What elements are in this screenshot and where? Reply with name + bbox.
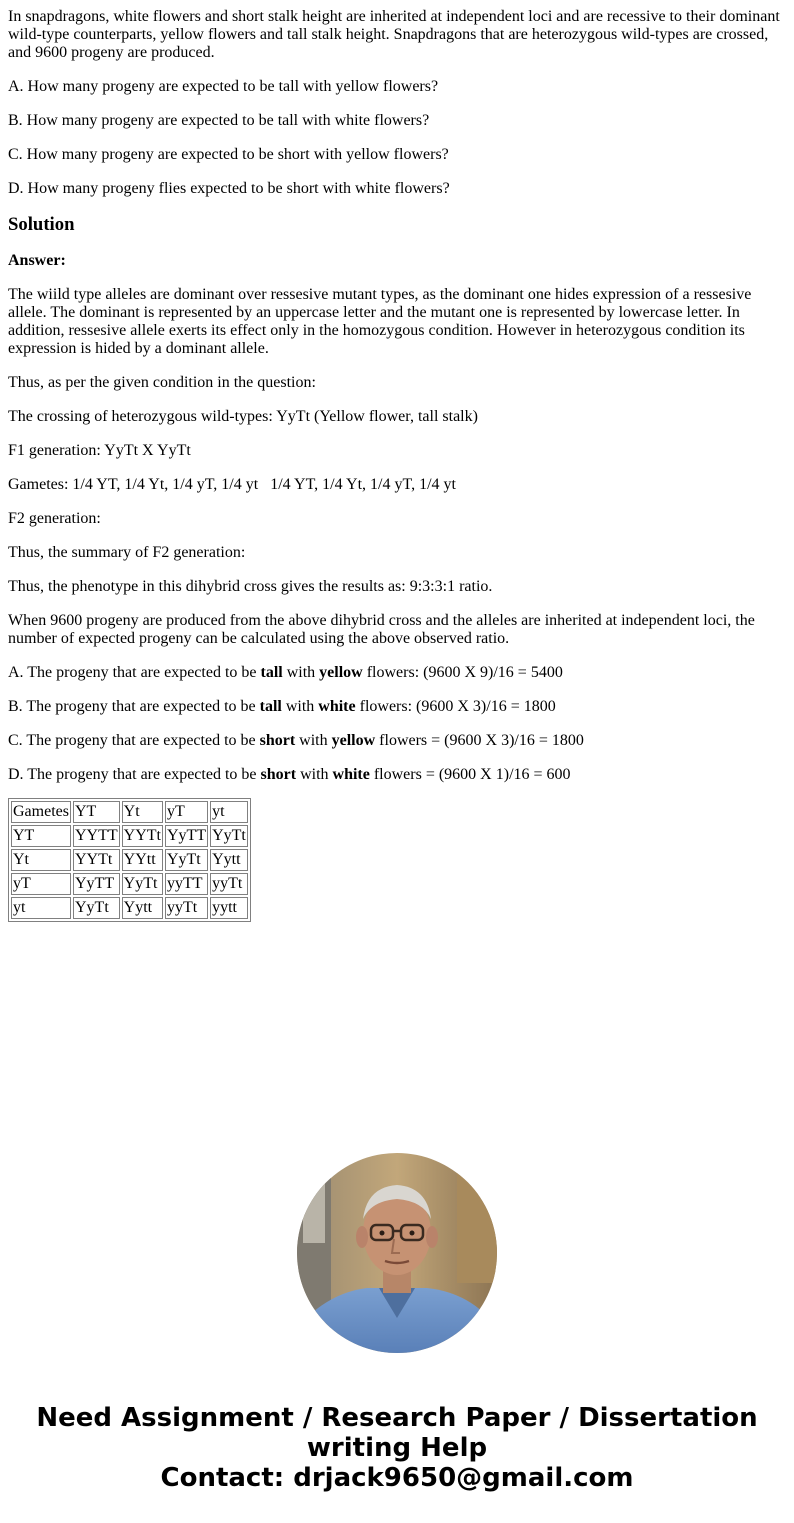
table-cell: yyTt <box>165 897 208 919</box>
table-cell: Yt <box>11 849 71 871</box>
condition-text: Thus, as per the given condition in the question: <box>8 374 316 391</box>
question-a: A. How many progeny are expected to be tall with yellow flowers? <box>8 78 439 95</box>
footer-line-1: Need Assignment / Research Paper / Dissertation <box>36 1403 758 1433</box>
crossing-text: The crossing of heterozygous wild-types: YyTt (Yellow flower, tall stalk) <box>8 408 478 425</box>
question-d: D. How many progeny flies expected to be short with white flowers? <box>8 180 450 197</box>
table-cell: YT <box>73 801 120 823</box>
question-c: C. How many progeny are expected to be short with yellow flowers? <box>8 146 449 163</box>
f2-generation-text: F2 generation: <box>8 510 101 527</box>
answer-b: B. The progeny that are expected to be tall with white flowers: (9600 X 3)/16 = 1800 <box>8 698 556 715</box>
table-cell: yyTT <box>165 873 208 895</box>
f1-generation-text: F1 generation: YyTt X YyTt <box>8 442 191 459</box>
table-cell: Yt <box>122 801 163 823</box>
table-cell: YYTt <box>122 825 163 847</box>
table-cell: YyTt <box>73 897 120 919</box>
table-cell: YYtt <box>122 849 163 871</box>
answer-a: A. The progeny that are expected to be tall with yellow flowers: (9600 X 9)/16 = 5400 <box>8 664 563 681</box>
ratio-text: Thus, the phenotype in this dihybrid cross gives the results as: 9:3:3:1 ratio. <box>8 578 493 595</box>
table-cell: YT <box>11 825 71 847</box>
explanation-paragraph: The wiild type alleles are dominant over ressesive mutant types, as the dominant one hides expression of a ressesive allele. The dominant is represented by an uppercase letter and the mutant one is represented by lowercase letter. In addition, ressesive allele exerts its effect only in the homozygous condition. However in heterozygous condition its expression is hided by a dominant allele. <box>8 286 752 357</box>
footer-line-2: writing Help <box>306 1433 488 1463</box>
table-cell: yytt <box>210 897 248 919</box>
table-row <box>11 897 248 919</box>
table-cell: YYTT <box>73 825 120 847</box>
table-cell: YyTT <box>165 825 208 847</box>
table-row <box>11 849 248 871</box>
question-b: B. How many progeny are expected to be tall with white flowers? <box>8 112 430 129</box>
table-cell: YyTt <box>165 849 208 871</box>
table-cell: yT <box>165 801 208 823</box>
table-row <box>11 825 248 847</box>
answer-d: D. The progeny that are expected to be short with white flowers = (9600 X 1)/16 = 600 <box>8 766 571 783</box>
question-intro: In snapdragons, white flowers and short stalk height are inherited at independent loci and are recessive to their dominant wild-type counterparts, yellow flowers and tall stalk height. Snapdragons that are heterozygous wild-types are crossed, and 9600 progeny are produced. <box>8 8 780 61</box>
table-cell: YYTt <box>73 849 120 871</box>
answer-label: Answer: <box>8 252 66 269</box>
table-cell: YyTt <box>210 825 248 847</box>
footer-contact-email: Contact: drjack9650@gmail.com <box>160 1463 634 1493</box>
author-photo <box>297 1153 497 1353</box>
table-cell: Yytt <box>122 897 163 919</box>
table-cell: yT <box>11 873 71 895</box>
punnett-square-table <box>8 798 251 922</box>
table-cell: YyTt <box>122 873 163 895</box>
solution-heading: Solution <box>8 214 75 235</box>
table-cell: yt <box>210 801 248 823</box>
table-cell: YyTT <box>73 873 120 895</box>
answer-c: C. The progeny that are expected to be short with yellow flowers = (9600 X 3)/16 = 1800 <box>8 732 584 749</box>
document-body <box>8 8 786 922</box>
table-cell: yt <box>11 897 71 919</box>
person-portrait-icon <box>297 1153 497 1353</box>
summary-text: Thus, the summary of F2 generation: <box>8 544 246 561</box>
gametes-text: Gametes: 1/4 YT, 1/4 Yt, 1/4 yT, 1/4 yt 1/4 YT, 1/4 Yt, 1/4 yT, 1/4 yt <box>8 476 456 493</box>
table-row <box>11 801 248 823</box>
table-cell: yyTt <box>210 873 248 895</box>
calculation-intro: When 9600 progeny are produced from the above dihybrid cross and the alleles are inherited at independent loci, the number of expected progeny can be calculated using the above observed ratio. <box>8 612 755 647</box>
table-cell: Yytt <box>210 849 248 871</box>
contact-footer <box>0 1403 794 1493</box>
table-row <box>11 873 248 895</box>
table-cell: Gametes <box>11 801 71 823</box>
